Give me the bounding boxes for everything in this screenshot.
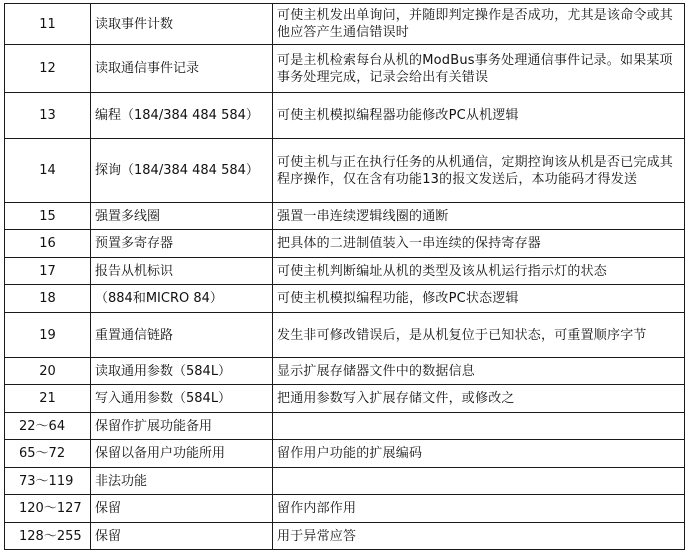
- function-code-cell: 21: [5, 385, 91, 413]
- function-code-cell: 65～72: [5, 440, 91, 468]
- function-name-cell: 保留: [91, 495, 273, 523]
- function-code-cell: 20: [5, 358, 91, 385]
- function-name-cell: 保留以备用户功能所用: [91, 440, 273, 468]
- function-desc-cell: 发生非可修改错误后，是从机复位于已知状态，可重置顺序字节: [273, 313, 685, 358]
- table-row: [5, 258, 685, 285]
- table-row: [5, 413, 685, 440]
- function-code-cell: 22～64: [5, 413, 91, 440]
- table-row: [5, 358, 685, 385]
- function-name-cell: 预置多寄存器: [91, 230, 273, 258]
- function-name-cell: （884和MICRO 84）: [91, 285, 273, 313]
- table-row: [5, 313, 685, 358]
- function-name-cell: 报告从机标识: [91, 258, 273, 285]
- table-row: [5, 203, 685, 230]
- function-desc-cell: 可使主机发出单询问，并随即判定操作是否成功，尤其是该命令或其他应答产生通信错误时: [273, 4, 685, 45]
- table-row: [5, 385, 685, 413]
- function-name-cell: 读取通用参数（584L）: [91, 358, 273, 385]
- function-desc-cell: 把具体的二进制值装入一串连续的保持寄存器: [273, 230, 685, 258]
- function-code-cell: 16: [5, 230, 91, 258]
- table-row: [5, 440, 685, 468]
- function-code-cell: 128～255: [5, 523, 91, 550]
- table-row: [5, 230, 685, 258]
- table-row: [5, 45, 685, 93]
- function-desc-cell: 留作用户功能的扩展编码: [273, 440, 685, 468]
- function-code-table: [4, 3, 685, 550]
- function-code-cell: 120～127: [5, 495, 91, 523]
- function-desc-cell: 可使主机模拟编程器功能修改PC从机逻辑: [273, 93, 685, 139]
- function-code-cell: 15: [5, 203, 91, 230]
- function-desc-cell: 强置一串连续逻辑线圈的通断: [273, 203, 685, 230]
- table-row: [5, 93, 685, 139]
- table-row: [5, 4, 685, 45]
- function-code-cell: 19: [5, 313, 91, 358]
- function-desc-cell: 可使主机与正在执行任务的从机通信，定期控询该从机是否已完成其程序操作，仅在含有功能13的报文发送后，本功能码才得发送: [273, 139, 685, 203]
- function-code-cell: 18: [5, 285, 91, 313]
- function-name-cell: 重置通信链路: [91, 313, 273, 358]
- function-code-cell: 12: [5, 45, 91, 93]
- function-code-cell: 17: [5, 258, 91, 285]
- table-row: [5, 523, 685, 550]
- function-name-cell: 强置多线圈: [91, 203, 273, 230]
- function-code-cell: 13: [5, 93, 91, 139]
- function-name-cell: 编程（184/384 484 584）: [91, 93, 273, 139]
- function-desc-cell: 把通用参数写入扩展存储文件，或修改之: [273, 385, 685, 413]
- function-name-cell: 保留: [91, 523, 273, 550]
- function-name-cell: 非法功能: [91, 468, 273, 495]
- function-desc-cell: 可使主机判断编址从机的类型及该从机运行指示灯的状态: [273, 258, 685, 285]
- function-desc-cell: [273, 413, 685, 440]
- function-name-cell: 读取事件计数: [91, 4, 273, 45]
- table-row: [5, 285, 685, 313]
- function-name-cell: 写入通用参数（584L）: [91, 385, 273, 413]
- table-row: [5, 495, 685, 523]
- table-row: [5, 139, 685, 203]
- function-desc-cell: 可是主机检索每台从机的ModBus事务处理通信事件记录。如果某项事务处理完成，记录会给出有关错误: [273, 45, 685, 93]
- function-desc-cell: 可使主机模拟编程功能，修改PC状态逻辑: [273, 285, 685, 313]
- function-desc-cell: 留作内部作用: [273, 495, 685, 523]
- table-row: [5, 468, 685, 495]
- function-name-cell: 保留作扩展功能备用: [91, 413, 273, 440]
- function-code-cell: 14: [5, 139, 91, 203]
- function-code-cell: 11: [5, 4, 91, 45]
- function-desc-cell: 用于异常应答: [273, 523, 685, 550]
- function-name-cell: 读取通信事件记录: [91, 45, 273, 93]
- function-desc-cell: 显示扩展存储器文件中的数据信息: [273, 358, 685, 385]
- function-desc-cell: [273, 468, 685, 495]
- function-code-cell: 73～119: [5, 468, 91, 495]
- function-name-cell: 探询（184/384 484 584）: [91, 139, 273, 203]
